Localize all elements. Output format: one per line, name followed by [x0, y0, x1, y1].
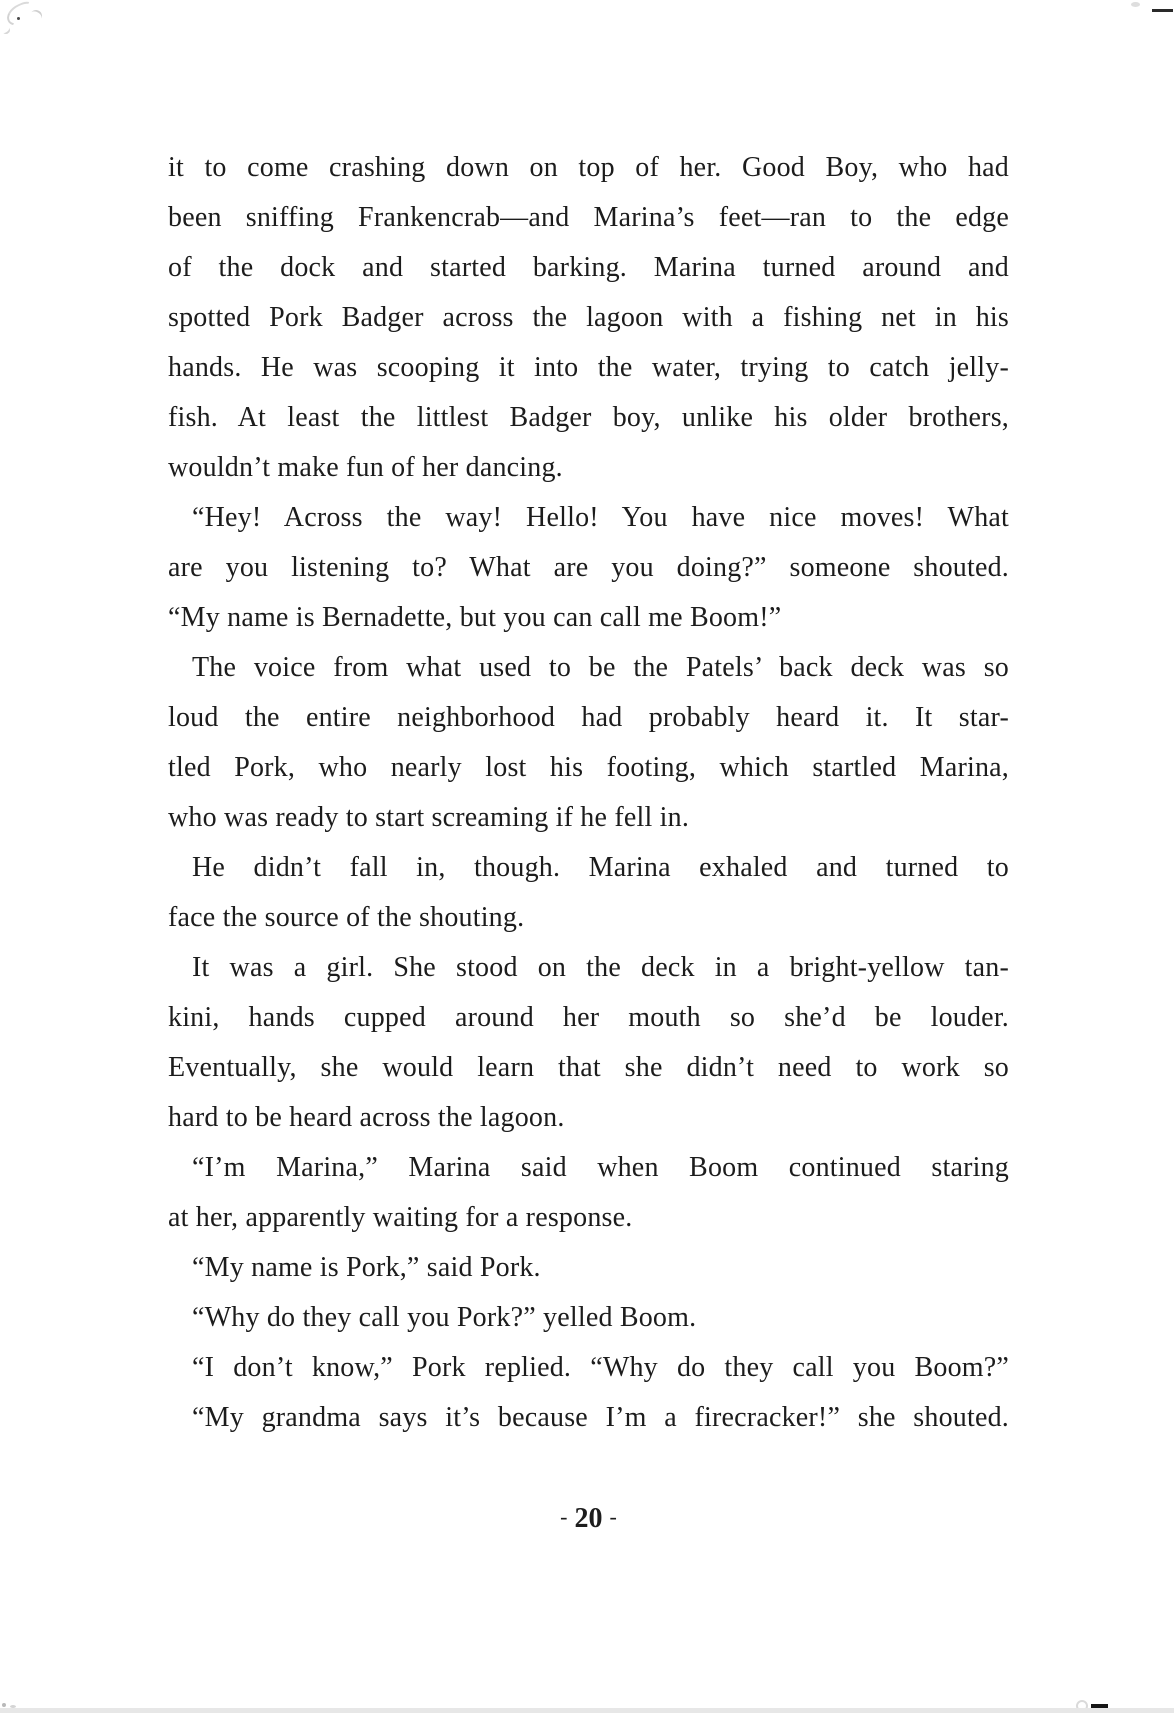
text-line: He didn’t fall in, though. Marina exhaled and turned to [192, 852, 1009, 883]
scan-artifact-bottom-right [1076, 1700, 1088, 1712]
text-line: The voice from what used to be the Patels’ back deck was so [192, 652, 1009, 683]
scan-artifact-bottom-left [2, 1703, 6, 1707]
text-line: “My grandma says it’s because I’m a firecracker!” she shouted. [192, 1402, 1009, 1433]
text-line: been sniffing Frankencrab—and Marina’s feet—ran to the edge [168, 202, 1009, 233]
text-line: kini, hands cupped around her mouth so she’d be louder. [168, 1002, 1009, 1033]
page-number [168, 1503, 1009, 1535]
text-line: it to come crashing down on top of her. Good Boy, who had [168, 152, 1009, 183]
text-line: loud the entire neighborhood had probably heard it. It star- [168, 702, 1009, 733]
scan-artifact-top-left [0, 24, 11, 35]
text-line: tled Pork, who nearly lost his footing, which startled Marina, [168, 752, 1009, 783]
text-line: It was a girl. She stood on the deck in a bright-yellow tan- [192, 952, 1009, 983]
text-line: spotted Pork Badger across the lagoon with a fishing net in his [168, 302, 1009, 333]
scan-artifact-top-left [17, 17, 20, 20]
scan-artifact-bottom-left [10, 1705, 16, 1708]
scan-artifact-top-left [3, 0, 39, 29]
page-number-value: 20 [574, 1503, 603, 1534]
page-number-dash: - [560, 1504, 568, 1529]
scan-edge-bar [0, 1708, 1174, 1713]
text-line: Eventually, she would learn that she didn’t need to work so [168, 1052, 1009, 1083]
text-line: fish. At least the littlest Badger boy, unlike his older brothers, [168, 402, 1009, 433]
text-line: “My name is Bernadette, but you can call me Boom!” [168, 602, 782, 633]
text-line: “Why do they call you Pork?” yelled Boom. [192, 1302, 697, 1333]
scan-artifact-bottom-right [1091, 1704, 1108, 1708]
text-line: “Hey! Across the way! Hello! You have nice moves! What [192, 502, 1009, 533]
text-line: hands. He was scooping it into the water, trying to catch jelly- [168, 352, 1009, 383]
page-number-dash: - [609, 1504, 617, 1529]
text-line: wouldn’t make fun of her dancing. [168, 452, 563, 483]
text-line: hard to be heard across the lagoon. [168, 1102, 565, 1133]
scan-artifact-top-right [1152, 9, 1173, 12]
text-line: of the dock and started barking. Marina turned around and [168, 252, 1009, 283]
scan-artifact-top-left [28, 8, 44, 24]
text-lines [168, 143, 1009, 1443]
text-line: are you listening to? What are you doing?” someone shouted. [168, 552, 1009, 583]
text-line: at her, apparently waiting for a response. [168, 1202, 633, 1233]
text-line: “I’m Marina,” Marina said when Boom continued staring [192, 1152, 1009, 1183]
text-line: face the source of the shouting. [168, 902, 525, 933]
text-line: “My name is Pork,” said Pork. [192, 1252, 541, 1283]
text-line: who was ready to start screaming if he fell in. [168, 802, 690, 833]
scan-artifact-top-right [1131, 2, 1140, 7]
text-line: “I don’t know,” Pork replied. “Why do they call you Boom?” [192, 1352, 1009, 1383]
